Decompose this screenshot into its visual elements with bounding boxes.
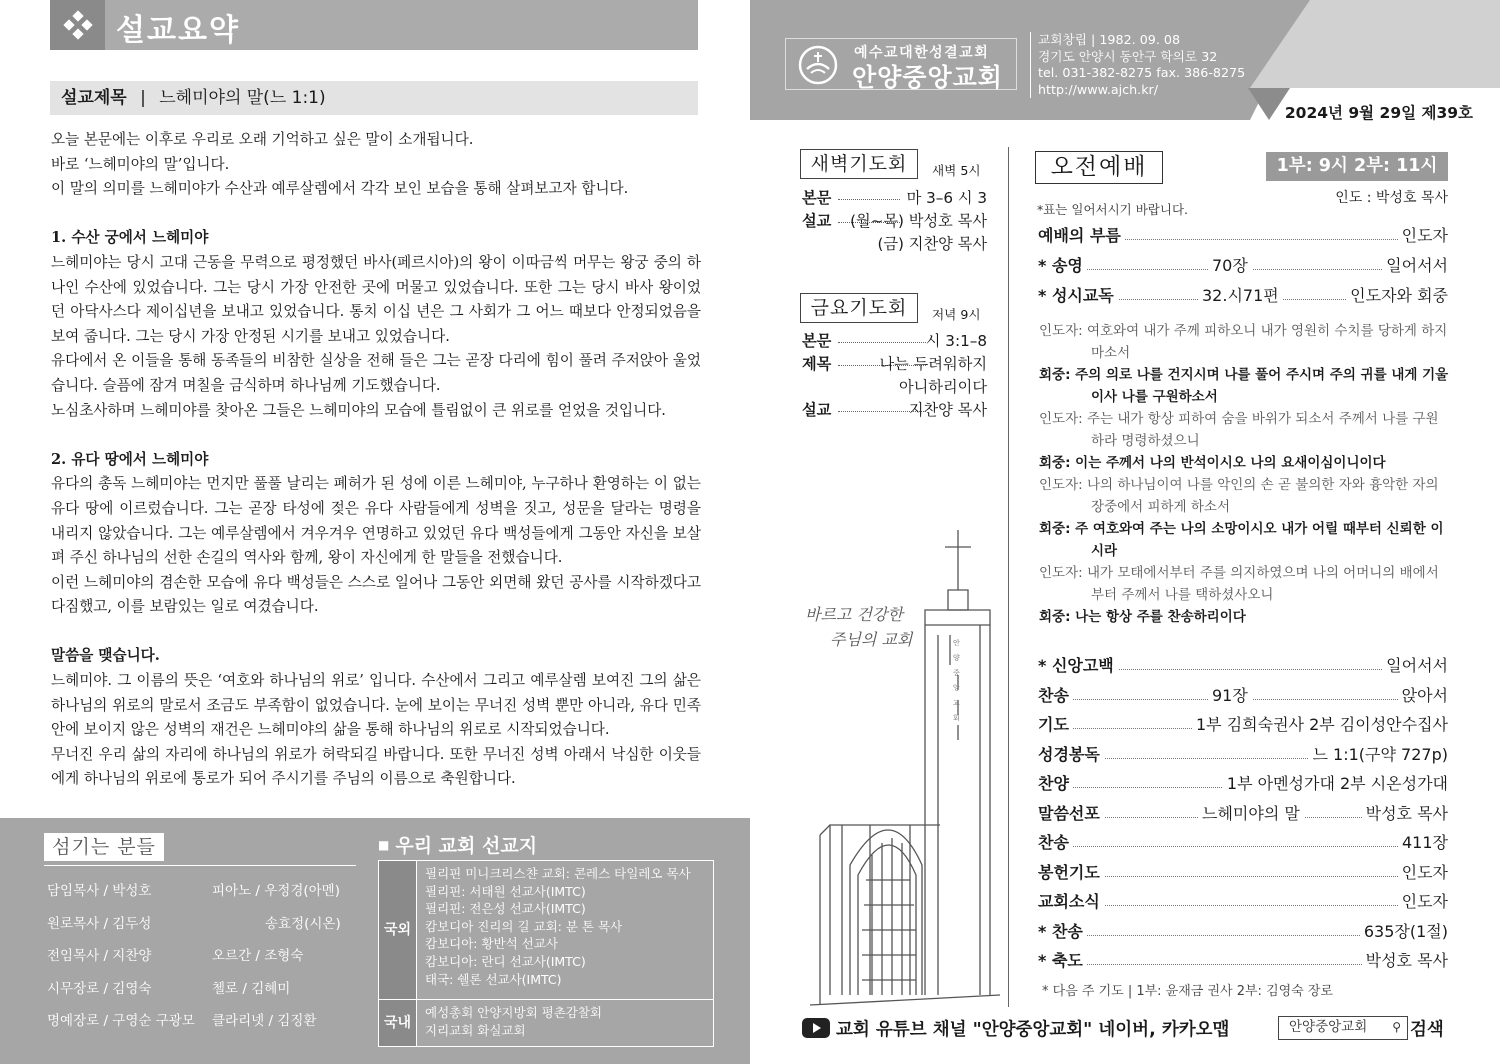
paragraph: 유다에서 온 이들을 통해 동족들의 비참한 실상을 전해 들은 그는 곧장 다리에 힘이 풀려 주저앉아 울었습니다. 슬픔에 잠겨 며칠을 금식하며 하나님께 기도했습니다.	[51, 352, 701, 394]
servants-divider	[44, 865, 356, 866]
youtube-footer-text: 교회 유튜브 채널 "안양중앙교회" 네이버, 카카오맵	[836, 1020, 1230, 1040]
responsive-line: 인도자: 주는 내가 항상 피하여 숨을 바위가 되소서 주께서 나를 구원하라 명령하셨으니	[1039, 411, 1439, 449]
service-order-item	[1038, 919, 1448, 943]
svg-text:양: 양	[953, 654, 960, 662]
domestic-label: 국내	[379, 1000, 417, 1046]
prayer-row-value: 아니하리이다	[898, 378, 987, 396]
service-order-item	[1038, 860, 1448, 884]
order-label: 기도	[1038, 712, 1073, 735]
dawn-prayer-title: 새벽기도회	[800, 149, 918, 179]
responsive-line: 인도자: 여호와여 내가 주께 피하오니 내가 영원히 수치를 당하게 하지 마소서	[1039, 323, 1448, 361]
issue-date: 2024년 9월 29일 제39호	[1284, 104, 1473, 122]
order-right: 느 1:1(구약 727p)	[1309, 742, 1448, 765]
youtube-footer	[802, 1016, 1229, 1041]
paragraph: 노심초사하며 느헤미야를 찾아온 그들은 느헤미야의 모습에 틀림없이 큰 위로를 얻었을 것입니다.	[51, 401, 666, 419]
order-right: 박성호 목사	[1362, 801, 1448, 824]
sermon-title-sep: |	[140, 88, 146, 108]
church-info-line: 경기도 안양시 동안구 학의로 32	[1038, 48, 1218, 64]
square-bullet-icon: ■	[378, 838, 390, 852]
mission-entry: 캄보디아: 란디 선교사(IMTC)	[425, 953, 586, 969]
service-order-item	[1038, 889, 1448, 913]
mission-entry: 태국: 쉘론 선교사(IMTC)	[425, 971, 562, 987]
order-middle: 32.시71편	[1198, 283, 1283, 306]
order-middle: 91장	[1208, 683, 1252, 706]
prayer-row-value: (월~목) 박성호 목사	[850, 212, 987, 230]
paragraph: 바로 ‘느헤미야의 말’입니다.	[51, 155, 230, 173]
servants-title: 섬기는 분들	[44, 833, 164, 861]
search-box[interactable]	[1278, 1016, 1408, 1040]
servant-entry: 원로목사 / 김두성	[47, 915, 152, 932]
order-right: 411장	[1398, 830, 1448, 853]
service-leader: 인도 : 박성호 목사	[1335, 190, 1448, 206]
order-right: 일어서서	[1382, 653, 1448, 676]
section-heading: 2. 유다 땅에서 느헤미야	[51, 450, 209, 468]
standing-note: *표는 일어서시기 바랍니다.	[1037, 202, 1188, 217]
mission-entry: 필리핀 미니크리스챤 교회: 콘레스 타일레오 목사	[425, 866, 691, 881]
paragraph-gap	[51, 423, 701, 448]
order-label: 찬양	[1038, 771, 1073, 794]
responsive-line: 인도자: 나의 하나님이여 나를 악인의 손 곧 불의한 자와 흉악한 자의 장중에서 피하게 하소서	[1039, 477, 1439, 515]
order-right: 인도자	[1398, 223, 1448, 246]
sermon-title-label: 설교제목	[61, 88, 127, 108]
paragraph-gap	[51, 620, 701, 645]
abroad-label: 국외	[379, 861, 417, 999]
order-label: 말씀선포	[1038, 801, 1104, 824]
svg-text:회: 회	[953, 714, 960, 722]
denomination-name: 예수교대한성결교회	[854, 45, 990, 61]
missions-title-text: 우리 교회 선교지	[395, 835, 538, 857]
service-order-item	[1038, 223, 1448, 247]
missions-title	[378, 831, 537, 858]
paragraph-gap	[51, 202, 701, 227]
servant-entry: 명예장로 / 구영순 구광모	[47, 1013, 195, 1029]
order-label: * 찬송	[1038, 919, 1087, 942]
servant-entry: 전임목사 / 지찬양	[47, 948, 152, 964]
order-right: 앉아서	[1398, 683, 1448, 706]
service-order-item	[1038, 801, 1448, 825]
church-info-line: 교회창립 | 1982. 09. 08	[1038, 32, 1181, 47]
prayer-row-label: 본문	[802, 332, 832, 350]
prayer-row-label: 설교	[802, 212, 832, 230]
mission-entry: 캄보디아 진리의 길 교회: 분 톤 목사	[425, 918, 623, 934]
sermon-body	[51, 128, 701, 792]
paragraph: 느헤미야는 당시 고대 근동을 무력으로 평정했던 바사(페르시아)의 왕이 이따금씩 머무는 왕궁 중의 하나인 수산에 있었습니다. 그는 당시 가장 안전한 곳에 머물고 있었습니다. 또한 그는 당시 바사 왕이었던 아닥사스다 제이십년을 보내고 있었습니다. 통치 이십 년은 그 사회가 그 어느 때보다 안정되었음을 보여 줍니다. 그는 당시 가장 안정된 시기를 보내고 있었습니다.	[51, 253, 701, 345]
missions-table	[378, 860, 714, 1047]
servant-entry: 오르간 / 조형숙	[212, 948, 304, 964]
search-word: 검색	[1410, 1020, 1444, 1040]
friday-prayer-time: 저녁 9시	[932, 307, 981, 322]
prayer-row-value: 나는 두려워하지	[879, 355, 987, 373]
svg-text:안: 안	[953, 639, 960, 647]
magnifier-icon: ⚲	[1392, 1020, 1401, 1034]
slogan-line-2: 주님의 교회	[830, 630, 913, 649]
mission-entry: 예성총회 안양지방회 평촌감찰회	[425, 1005, 602, 1020]
service-title: 오전예배	[1035, 151, 1163, 184]
dotted-leader	[838, 342, 926, 343]
service-order-item	[1038, 830, 1448, 854]
dotted-leader	[838, 199, 900, 200]
service-order-item	[1038, 283, 1448, 307]
servant-entry: 담임목사 / 박성호	[47, 883, 152, 899]
order-right: 박성호 목사	[1362, 948, 1448, 971]
sermon-title-text: 느헤미야의 말(느 1:1)	[159, 88, 326, 108]
diamond-dots-icon	[50, 0, 105, 50]
paragraph: 유다의 총독 느헤미야는 먼지만 풀풀 날리는 폐허가 된 성에 이른 느헤미야, 누구하나 환영하는 이 없는 유다 땅에 이르렀습니다. 그는 곧장 타성에 젖은 유다 사람들에게 성벽을 짓고, 성문을 달라는 명령을 내리지 않았습니다. 그는 예루살렘에서 겨우겨우 연명하고 있었던 유다 백성들에게 그동안 자신을 보살펴 주신 하나님의 선한 손길의 역사와 함께, 왕이 자신에게 한 말들을 전했습니다.	[51, 475, 701, 567]
servant-entry: 시무장로 / 김영숙	[47, 980, 152, 997]
order-label: * 축도	[1038, 948, 1087, 971]
responsive-line: 회중: 이는 주께서 나의 반석이시오 나의 요새이심이니이다	[1039, 455, 1386, 471]
svg-text:중: 중	[953, 669, 960, 677]
order-label: * 성시교독	[1038, 283, 1118, 306]
dotted-leader	[1038, 846, 1448, 847]
service-order-item	[1038, 742, 1448, 766]
service-order-item	[1038, 253, 1448, 277]
paragraph: 이 말의 의미를 느헤미야가 수산과 예루살렘에서 각각 보인 보습을 통해 살펴보고자 합니다.	[51, 180, 629, 198]
next-week-prayer: * 다음 주 기도 | 1부: 윤재금 권사 2부: 김영숙 장로	[1042, 984, 1333, 999]
domestic-list	[425, 1004, 602, 1039]
church-info-line: tel. 031-382-8275 fax. 386-8275	[1038, 65, 1246, 81]
service-order-item	[1038, 653, 1448, 677]
order-label: 성경봉독	[1038, 742, 1104, 765]
youtube-icon	[802, 1018, 830, 1038]
servant-entry: 클라리넷 / 김징환	[212, 1013, 317, 1029]
prayer-row-label: 제목	[802, 355, 832, 373]
paragraph: 오늘 본문에는 이후로 우리로 오래 기억하고 싶은 말이 소개됩니다.	[51, 131, 474, 148]
order-label: 예배의 부름	[1038, 223, 1125, 246]
mission-entry: 필리핀: 전은성 선교사(IMTC)	[425, 901, 586, 917]
prayer-row-value: 마 3–6 시 3	[906, 189, 987, 207]
order-label: 교회소식	[1038, 889, 1104, 912]
svg-text:교: 교	[953, 699, 960, 707]
responsive-line: 회중: 주의 의로 나를 건지시며 나를 풀어 주시며 주의 귀를 내게 기울이사 나를 구원하소서	[1039, 367, 1449, 405]
section-heading: 말씀을 맺습니다.	[51, 647, 160, 665]
order-middle: 느헤미야의 말	[1198, 801, 1304, 824]
mission-entry: 캄보디아: 황반석 선교사	[425, 936, 558, 952]
order-label: 봉헌기도	[1038, 860, 1104, 883]
abroad-list	[425, 865, 691, 988]
service-order-item	[1038, 948, 1448, 972]
order-middle: 70장	[1208, 253, 1252, 276]
page-title: 설교요약	[116, 13, 240, 48]
church-building-illustration	[810, 525, 1010, 1010]
order-label: * 신앙고백	[1038, 653, 1118, 676]
slogan-line-1: 바르고 건강한	[805, 605, 903, 624]
servants-missions-panel	[0, 818, 750, 1064]
dawn-prayer-time: 새벽 5시	[932, 163, 981, 178]
order-right: 인도자	[1398, 889, 1448, 912]
service-times: 1부: 9시 2부: 11시	[1266, 152, 1448, 181]
order-right: 1부 김희숙권사 2부 김이성안수집사	[1192, 712, 1448, 735]
order-right: 635장(1절)	[1360, 919, 1448, 942]
order-label: 찬송	[1038, 683, 1073, 706]
svg-text:앙: 앙	[953, 684, 960, 692]
paragraph: 느헤미야. 그 이름의 뜻은 ‘여호와 하나님의 위로’ 입니다. 수산에서 그리고 예루살렘 보여진 그의 삶은 하나님의 위로의 말로서 조금도 부족함이 없었습니다. 눈에 보이는 무너진 성벽 뿐만 아니라, 유다 민족 안에 보이지 않은 성벽의 재건은 느헤미야의 삶을 통해 하나님의 위로로 시작되었습니다.	[51, 672, 701, 739]
service-order-item	[1038, 712, 1448, 736]
paragraph: 무너진 우리 삶의 자리에 하나님의 위로가 허락되길 바랍니다. 또한 무너진 성벽 아래서 낙심한 이웃들에게 하나님의 위로에 통로가 되어 주시기를 주님의 이름으로 축원합니다.	[51, 745, 701, 788]
servant-entry: 피아노 / 우정경(아멘)	[212, 883, 340, 899]
mission-entry: 필리핀: 서태원 선교사(IMTC)	[425, 883, 586, 899]
paragraph: 이런 느헤미야의 겸손한 모습에 유다 백성들은 스스로 일어나 그동안 외면해 왔던 공사를 시작하겠다고 다짐했고, 이를 보람있는 일로 여겼습니다.	[51, 573, 701, 616]
sermon-title-bar	[50, 81, 698, 115]
church-logo	[785, 38, 1017, 90]
service-order-item	[1038, 771, 1448, 795]
church-info	[1030, 32, 1245, 98]
order-right: 일어서서	[1382, 253, 1448, 276]
servant-entry: 송효정(시온)	[265, 915, 341, 932]
column-divider	[1008, 147, 1009, 1007]
order-right: 인도자와 회중	[1346, 283, 1448, 306]
church-info-line: http://www.ajch.kr/	[1038, 81, 1159, 97]
sermon-header	[50, 0, 698, 50]
responsive-line: 회중: 나는 항상 주를 찬송하리이다	[1039, 609, 1246, 625]
order-label: * 송영	[1038, 253, 1087, 276]
prayer-row-label: 본문	[802, 189, 832, 207]
prayer-row-label: 설교	[802, 401, 832, 419]
missions-divider	[379, 999, 713, 1000]
service-order-item	[1038, 683, 1448, 707]
servant-entry: 첼로 / 김혜미	[212, 980, 291, 997]
order-right: 1부 아멘성가대 2부 시온성가대	[1223, 771, 1448, 794]
search-box-text: 안양중앙교회	[1289, 1019, 1368, 1035]
friday-prayer-title: 금요기도회	[800, 293, 918, 323]
order-label: 찬송	[1038, 830, 1073, 853]
responsive-line: 인도자: 내가 모태에서부터 주를 의지하였으며 나의 어머니의 배에서부터 주께서 나를 택하셨사오니	[1039, 565, 1439, 603]
church-emblem-icon	[798, 45, 838, 85]
bulletin-page	[750, 0, 1500, 1064]
church-name: 안양중앙교회	[852, 63, 1003, 92]
mission-entry: 지리교회 화실교회	[425, 1022, 526, 1038]
prayer-row-value: 시 3:1–8	[925, 332, 987, 350]
responsive-line: 회중: 주 여호와여 주는 나의 소망이시오 내가 어릴 때부터 신뢰한 이시라	[1039, 521, 1444, 559]
responsive-reading	[1039, 320, 1451, 628]
prayer-row-value: (금) 지찬양 목사	[877, 235, 987, 253]
order-right: 인도자	[1398, 860, 1448, 883]
section-heading: 1. 수산 궁에서 느헤미야	[51, 229, 209, 247]
prayer-row-value: 지찬양 목사	[908, 401, 987, 419]
